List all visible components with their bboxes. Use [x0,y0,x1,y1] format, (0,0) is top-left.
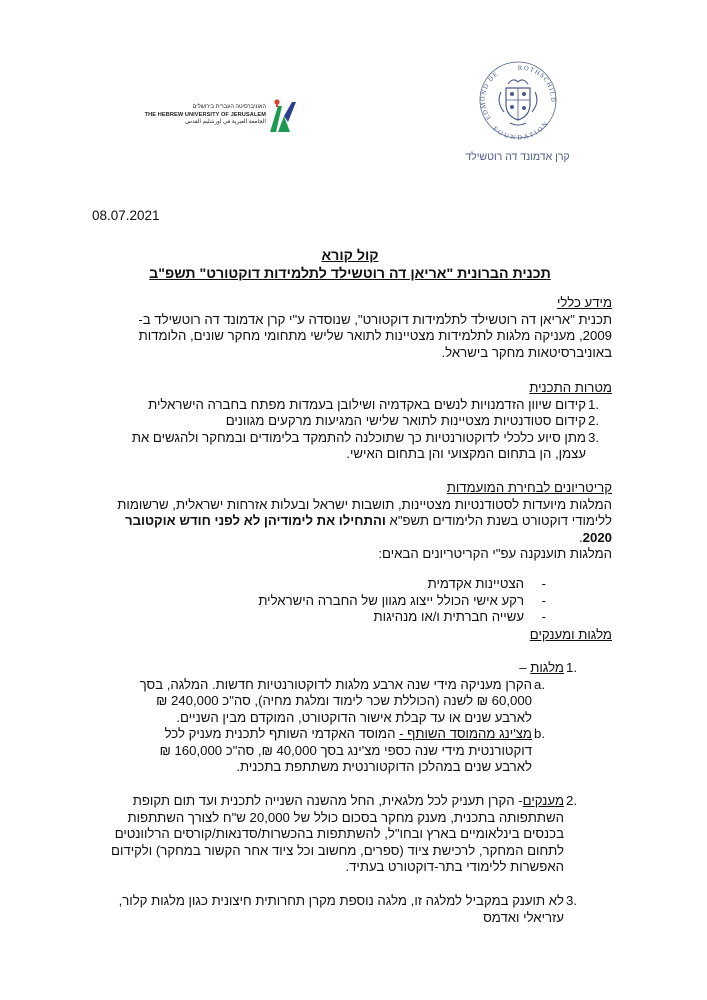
criteria-item-text: רקע אישי הכולל ייצוג מגוון של החברה הישראלית [258,592,524,608]
subitem-line: לארבע שנים או עד קבלת אישור הדוקטורט, המוקדם מבין השניים. [176,709,532,725]
dash-marker: - [541,609,546,624]
criteria-line-end: . [578,529,583,545]
huji-emblem-icon [268,98,298,134]
title-block [90,247,610,283]
grant-subitem-b [92,726,612,776]
huji-english-name: THE HEBREW UNIVERSITY OF JERUSALEM [144,111,266,118]
goal-item [92,430,612,463]
section-general-heading: מידע כללי [556,295,612,310]
grant-item [92,660,612,677]
foundation-seal-icon [477,60,559,142]
grant-item [92,893,612,926]
section-goals [92,380,612,463]
rothschild-foundation-logo [448,60,678,163]
grant-number: 1. [566,660,577,675]
goal-text: עצמן, הן בתחום המקצועי והן בתחום האישי. [346,446,586,461]
criteria-item [92,593,612,610]
huji-logo [144,98,298,134]
grant-line [92,793,564,810]
grant-line: השתתפותה בתכנית, מענק מחקר בסכום כולל של 20,000 ש"ח לצורך השתתפות [127,809,564,825]
svg-text:EDMOND DE [480,70,500,120]
goal-text: מתן סיוע כלכלי לדוקטורנטיות כך שתוכלנה להתמקד בלימודים ובמחקר ולהגשים את [131,429,586,445]
criteria-list [92,576,612,626]
grant-line: לתחום המחקר, לרכישת ציוד (ספרים, מחשוב וכל ציוד אחר הקשור במחקר) ולקידום [111,842,564,858]
general-line: 2009, מעניקה מלגות לתלמידות מצטיינות לתואר שלישי מתחומי מחקר שונים, הלומדות [138,328,612,343]
criteria-item-text: עשייה חברתית ו/או מנהיגות [373,609,524,624]
goal-number: 1. [588,396,599,412]
foundation-caption: קרן אדמונד דה רוטשילד [465,151,570,163]
criteria-line [92,513,612,530]
general-line: תכנית "אריאן דה רוטשילד לתלמידות דוקטורט", שנוסדה ע"י קרן אדמונד דה רוטשילד ב- [138,311,612,327]
general-line: באוניברסיטאות מחקר בישראל. [441,344,612,360]
huji-hebrew-name: האוניברסיטה העברית בירושלים [192,104,266,110]
grant-number: 3. [566,893,577,908]
subitem-rest: המוסד האקדמי השותף לתכנית מעניק לכל [164,726,400,741]
subitem-line: 60,000 ₪ לשנה (הכוללת שכר לימוד ומלגת מחיה), סה"כ 240,000 ₪ [156,693,532,708]
subitem-marker: a. [534,676,545,692]
subitem-label: מצ'ינג מהמוסד השותף - [399,726,532,741]
grant-label-line [92,660,564,677]
grant-line: האפשרות ללימודי בתר-דוקטורט בעתיד. [345,859,564,874]
section-goals-heading: מטרות התכנית [529,380,612,395]
grant-item-3 [92,893,612,926]
goal-item [92,397,612,414]
criteria-line-bold: והתחילו את לימודיהן לא לפני חודש אוקטובר [124,513,386,528]
grant-label: מענקים [522,793,564,808]
grant-label-suffix: – [519,660,531,675]
criteria-year-bold: 2020 [582,529,612,545]
criteria-line-normal: ללימודי דוקטורט בשנת הלימודים תשפ"א [385,513,612,528]
seal-text-right: ROTHSCHILD [517,64,557,104]
seal-text-bottom: FOUNDATION [491,119,551,142]
criteria-item-text: הצטיינות אקדמית [427,576,524,591]
criteria-line: המלגות מיועדות לסטודנטיות מצטיינות, תושבות ישראל ובעלות אזרחות ישראלית, שרשומות [117,496,612,512]
section-criteria [92,480,612,563]
grant-rest: - הקרן תעניק לכל מלגאית, החל מהשנה השנייה לתכנית ועד תום תקופת [132,793,523,808]
subitem-line [92,726,532,743]
goal-text: קידום סטודנטיות מצטיינות לתואר שלישי המגיעות מרקעים מגוונים [225,413,586,428]
grant-item [92,793,612,876]
grant-subitem-a [92,677,612,727]
criteria-line [92,530,612,547]
criteria-item [92,576,612,593]
subitem-marker: b. [534,726,545,741]
criteria-item [92,609,612,626]
section-general [92,295,612,361]
grant-label: מלגות [530,660,564,675]
subitem-line: לארבע שנים במהלכן הדוקטורנטית משתתפת בתכנית. [236,759,532,774]
seal-text-left: EDMOND DE [479,70,501,121]
title-call: קול קורא [321,248,379,264]
grant-line: עזריאלי ואדמס [483,909,564,925]
goal-number: 2. [588,413,599,428]
grant-line: לא תוענק במקביל למלגה זו, מלגה נוספת מקרן תחרותית חיצונית כגון מלגות קלור, [118,893,564,908]
subitem-line: דוקטורנטית מידי שנה כספי מצ'ינג בסך 40,000 ₪, סה"כ 160,000 ₪ [159,742,532,758]
grant-item-1 [92,660,612,776]
criteria-intro: המלגות תוענקנה עפ"י הקריטריונים הבאים: [378,546,612,561]
huji-arabic-name: الجامعة العبرية في اورشليم القدس [185,119,266,125]
grant-number: 2. [566,793,577,808]
dash-marker: - [541,576,546,591]
section-grants [92,627,612,644]
huji-logo-text [145,104,266,127]
section-grants-heading: מלגות ומענקים [529,627,612,642]
section-criteria-heading: קריטריונים לבחירת המועמדות [446,480,612,495]
subitem-line: הקרן מעניקה מידי שנה ארבע מלגות לדוקטורנטיות חדשות. המלגה, בסך [139,676,532,692]
title-program: תכנית הברונית "אריאן דה רוטשילד לתלמידות דוקטורט" תשפ"ב [149,266,551,282]
document-date: 08.07.2021 [92,208,160,223]
grant-item-2 [92,793,612,876]
goal-number: 3. [588,429,599,445]
dash-marker: - [541,592,546,608]
svg-text:FOUNDATION [491,120,550,142]
grant-line: בכנסים בינלאומיים בארץ ובחו"ל, להשתתפות בהכשרות/סדנאות/קורסים הרלוונטים [114,826,564,841]
goal-item [92,413,612,430]
goal-text: קידום שיוון הזדמנויות לנשים באקדמיה ושילובן בעמדות מפתח בחברה הישראלית [148,396,586,412]
